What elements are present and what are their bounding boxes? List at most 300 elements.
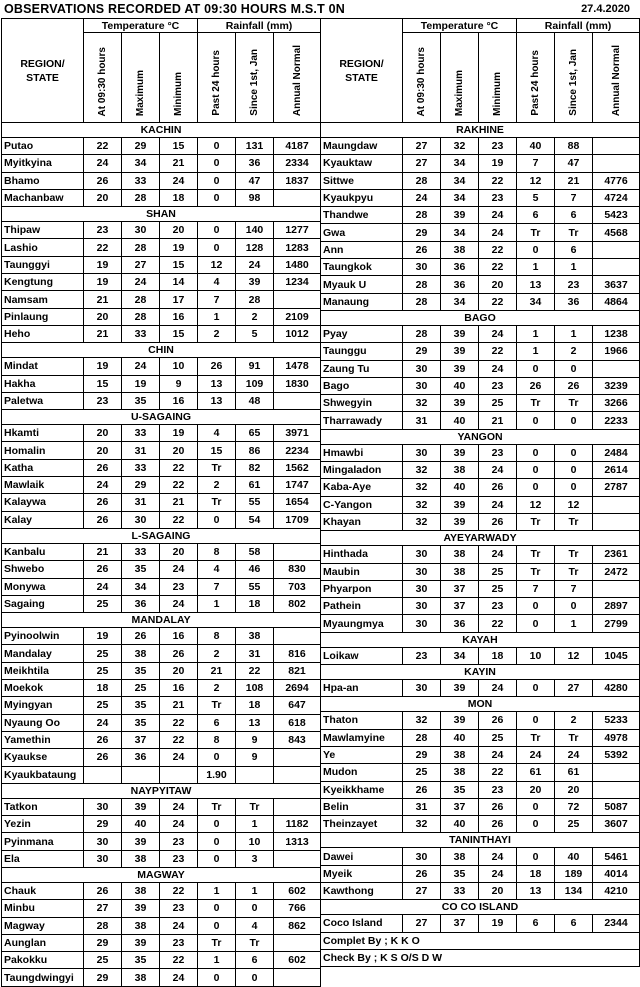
temp-max: 36 [441, 615, 479, 632]
station-name: Yezin [2, 816, 84, 833]
temp-min: 24 [479, 360, 517, 377]
rain-since-jan: 0 [236, 900, 274, 917]
region-header [321, 19, 403, 123]
annual-normal [593, 138, 640, 155]
temp-min: 16 [160, 308, 198, 325]
temp-max: 39 [122, 833, 160, 850]
station-row [321, 680, 640, 697]
annual-normal: 5087 [593, 798, 640, 815]
at-0930-header: At 09:30 hours [84, 33, 122, 123]
section-title: BAGO [321, 310, 640, 325]
annual-normal [274, 189, 321, 206]
temp-0930: 27 [403, 915, 441, 932]
temp-min: 25 [479, 729, 517, 746]
station-name: Magway [2, 917, 84, 934]
station-name: Aunglan [2, 934, 84, 951]
station-row [321, 444, 640, 461]
rain-since-jan: 108 [236, 680, 274, 697]
temp-max: 28 [122, 291, 160, 308]
annual-normal: 1182 [274, 816, 321, 833]
temp-0930: 30 [403, 848, 441, 865]
station-name: Sagaing [2, 595, 84, 612]
temp-0930: 30 [403, 259, 441, 276]
header-row-1 [321, 19, 640, 33]
past-24-hours-header: Past 24 hours [198, 33, 236, 123]
temp-max: 29 [122, 477, 160, 494]
station-row [321, 712, 640, 729]
temp-max: 38 [441, 563, 479, 580]
left-table-container [1, 18, 321, 987]
annual-normal: 4210 [593, 882, 640, 899]
rain-since-jan: 0 [555, 479, 593, 496]
annual-normal-header: Annual Normal [274, 33, 321, 123]
temp-max: 33 [122, 543, 160, 560]
temp-min: 20 [479, 276, 517, 293]
temp-max: 30 [122, 222, 160, 239]
temp-min: 24 [479, 680, 517, 697]
rain-past-24: 34 [517, 293, 555, 310]
section-title: CO CO ISLAND [321, 900, 640, 915]
temp-max: 27 [122, 256, 160, 273]
station-row [2, 882, 321, 899]
temp-min: 24 [160, 749, 198, 766]
rain-past-24: 0 [198, 749, 236, 766]
temp-max: 24 [122, 358, 160, 375]
annual-normal [274, 628, 321, 645]
temp-max: 39 [441, 513, 479, 530]
rain-past-24: 4 [198, 425, 236, 442]
temp-0930: 26 [84, 561, 122, 578]
station-name: Gwa [321, 224, 403, 241]
temp-0930: 20 [84, 308, 122, 325]
station-row [321, 293, 640, 310]
annual-normal: 1012 [274, 325, 321, 342]
temp-min: 23 [160, 833, 198, 850]
annual-normal [593, 259, 640, 276]
station-name: Katha [2, 459, 84, 476]
rain-past-24: 13 [517, 882, 555, 899]
rain-since-jan: 54 [236, 511, 274, 528]
station-name: Meikhtila [2, 662, 84, 679]
temp-0930: 29 [403, 746, 441, 763]
station-row [2, 680, 321, 697]
rain-since-jan: 1 [555, 615, 593, 632]
annual-normal: 3971 [274, 425, 321, 442]
temp-0930: 28 [403, 207, 441, 224]
station-name: Homalin [2, 442, 84, 459]
station-name: Zaung Tu [321, 360, 403, 377]
rain-past-24: Tr [517, 224, 555, 241]
rain-since-jan: 0 [555, 412, 593, 429]
section-title: U-SAGAING [2, 410, 321, 425]
temp-max: 34 [441, 293, 479, 310]
rain-past-24: 12 [517, 172, 555, 189]
temp-min: 24 [479, 207, 517, 224]
right-observation-table [320, 18, 640, 967]
annual-normal: 1313 [274, 833, 321, 850]
annual-normal: 4568 [593, 224, 640, 241]
temp-0930: 24 [84, 578, 122, 595]
temp-0930: 29 [84, 934, 122, 951]
rain-since-jan: 65 [236, 425, 274, 442]
temp-min: 20 [160, 662, 198, 679]
annual-normal: 1234 [274, 274, 321, 291]
temp-max: 34 [122, 155, 160, 172]
temp-0930: 32 [403, 395, 441, 412]
temp-min: 24 [479, 546, 517, 563]
station-row [2, 749, 321, 766]
station-name: Kyaukpyu [321, 189, 403, 206]
temp-0930: 26 [84, 882, 122, 899]
temp-0930: 30 [403, 580, 441, 597]
annual-normal [593, 513, 640, 530]
station-row [2, 274, 321, 291]
temp-max: 38 [122, 850, 160, 867]
section-header-row [2, 783, 321, 798]
rain-since-jan: 36 [236, 155, 274, 172]
temp-min: 21 [479, 412, 517, 429]
rain-since-jan: 2 [555, 343, 593, 360]
since-jan-header: Since 1st, Jan [236, 33, 274, 123]
station-row [2, 172, 321, 189]
temp-max: 29 [122, 138, 160, 155]
station-row [321, 816, 640, 833]
rain-since-jan: 20 [555, 781, 593, 798]
station-name: Tharrawady [321, 412, 403, 429]
rain-since-jan: 39 [236, 274, 274, 291]
temp-0930: 24 [84, 714, 122, 731]
station-name: Kyaukbataung [2, 766, 84, 783]
temp-max: 34 [441, 155, 479, 172]
section-header-row [321, 900, 640, 915]
station-row [321, 189, 640, 206]
temp-0930: 18 [84, 680, 122, 697]
station-row [2, 494, 321, 511]
temp-min: 16 [160, 628, 198, 645]
rain-past-24: 1 [198, 882, 236, 899]
rain-since-jan: 1 [555, 259, 593, 276]
annual-normal: 3607 [593, 816, 640, 833]
page-title: OBSERVATIONS RECORDED AT 09:30 HOURS M.S.T 0N [4, 2, 345, 16]
station-row [321, 647, 640, 664]
station-row [321, 479, 640, 496]
rain-past-24: 0 [198, 833, 236, 850]
temp-min: 26 [479, 712, 517, 729]
annual-normal: 1747 [274, 477, 321, 494]
temp-min: 21 [160, 494, 198, 511]
annual-normal: 2694 [274, 680, 321, 697]
rain-past-24: 0 [198, 138, 236, 155]
annual-normal: 2344 [593, 915, 640, 932]
section-header-row [2, 528, 321, 543]
station-name: Tatkon [2, 798, 84, 815]
temp-max: 37 [441, 798, 479, 815]
temp-0930: 25 [84, 662, 122, 679]
annual-normal: 802 [274, 595, 321, 612]
rain-since-jan: 140 [236, 222, 274, 239]
annual-normal: 2472 [593, 563, 640, 580]
annual-normal [593, 764, 640, 781]
station-name: Yamethin [2, 731, 84, 748]
temp-max: 28 [122, 239, 160, 256]
station-name: Pinlaung [2, 308, 84, 325]
rain-past-24: 0 [198, 222, 236, 239]
temp-min: 22 [479, 343, 517, 360]
temp-0930: 27 [84, 900, 122, 917]
station-row [2, 222, 321, 239]
temp-0930: 32 [403, 479, 441, 496]
temp-min: 23 [160, 900, 198, 917]
rain-since-jan: 55 [236, 494, 274, 511]
temp-0930: 19 [84, 256, 122, 273]
temp-max: 36 [441, 259, 479, 276]
rain-since-jan: 7 [555, 189, 593, 206]
annual-normal: 1283 [274, 239, 321, 256]
rain-since-jan: 22 [236, 662, 274, 679]
temp-max: 34 [122, 578, 160, 595]
station-name: Kawthong [321, 882, 403, 899]
rain-since-jan: 10 [236, 833, 274, 850]
station-row [321, 764, 640, 781]
rain-since-jan: Tr [236, 798, 274, 815]
station-row [321, 798, 640, 815]
station-row [321, 172, 640, 189]
station-row [321, 138, 640, 155]
rain-past-24: Tr [198, 697, 236, 714]
station-name: Myitkyina [2, 155, 84, 172]
annual-normal: 3637 [593, 276, 640, 293]
temp-max: 38 [122, 882, 160, 899]
station-name: Taungdwingyi [2, 969, 84, 986]
rain-past-24: 0 [517, 680, 555, 697]
station-name: Belin [321, 798, 403, 815]
annual-normal [274, 969, 321, 986]
section-header-row [321, 833, 640, 848]
temp-0930: 30 [403, 377, 441, 394]
maximum-header: Maximum [122, 33, 160, 123]
rain-since-jan: 91 [236, 358, 274, 375]
rain-past-24: 0 [517, 615, 555, 632]
station-row [2, 697, 321, 714]
temp-0930: 24 [84, 155, 122, 172]
temp-max: 35 [441, 865, 479, 882]
rain-past-24: 20 [517, 781, 555, 798]
rain-since-jan: 0 [555, 598, 593, 615]
temp-0930: 25 [84, 645, 122, 662]
rain-past-24: Tr [198, 934, 236, 951]
station-row [321, 615, 640, 632]
station-name: Kyeikkhame [321, 781, 403, 798]
station-name: Maubin [321, 563, 403, 580]
rain-past-24: 0 [198, 155, 236, 172]
rain-past-24: 13 [198, 375, 236, 392]
station-row [2, 917, 321, 934]
section-title: YANGON [321, 429, 640, 444]
section-header-row [321, 123, 640, 138]
temp-0930: 32 [403, 513, 441, 530]
annual-normal: 1837 [274, 172, 321, 189]
station-row [321, 848, 640, 865]
temp-max: 33 [441, 882, 479, 899]
rain-since-jan: 9 [236, 731, 274, 748]
temp-0930: 23 [403, 647, 441, 664]
temp-0930: 26 [84, 749, 122, 766]
station-row [2, 833, 321, 850]
station-name: Taunggyi [2, 256, 84, 273]
temp-min: 24 [160, 816, 198, 833]
rainfall-header: Rainfall (mm) [198, 19, 321, 33]
temp-min: 16 [160, 392, 198, 409]
rain-since-jan: 109 [236, 375, 274, 392]
temp-max: 31 [122, 442, 160, 459]
station-row [321, 580, 640, 597]
station-name: Bhamo [2, 172, 84, 189]
temp-min: 15 [160, 325, 198, 342]
rain-past-24: Tr [198, 798, 236, 815]
temp-min: 14 [160, 274, 198, 291]
temp-0930: 29 [84, 816, 122, 833]
rain-since-jan: 48 [236, 392, 274, 409]
annual-normal: 4280 [593, 680, 640, 697]
temp-min: 22 [479, 615, 517, 632]
station-row [321, 882, 640, 899]
station-name: Manaung [321, 293, 403, 310]
annual-normal: 821 [274, 662, 321, 679]
annual-normal: 843 [274, 731, 321, 748]
temp-0930: 22 [84, 239, 122, 256]
temp-min: 17 [160, 291, 198, 308]
rain-past-24: 4 [198, 561, 236, 578]
section-title: MANDALAY [2, 613, 321, 628]
station-name: Mindat [2, 358, 84, 375]
rain-since-jan: 1 [236, 882, 274, 899]
temp-0930: 28 [403, 325, 441, 342]
temp-0930: 26 [403, 241, 441, 258]
footer-note: Check By ; K S O/S D W [321, 949, 640, 966]
temp-max: 38 [441, 546, 479, 563]
temp-0930: 30 [403, 546, 441, 563]
rain-past-24: 12 [517, 496, 555, 513]
region-header-line2: STATE [345, 71, 378, 84]
rain-since-jan: 1 [236, 816, 274, 833]
station-row [2, 138, 321, 155]
station-row [321, 259, 640, 276]
annual-normal: 2109 [274, 308, 321, 325]
station-name: Hinthada [321, 546, 403, 563]
rain-past-24: Tr [198, 494, 236, 511]
annual-normal: 3239 [593, 377, 640, 394]
temp-0930: 26 [84, 511, 122, 528]
temp-max: 34 [441, 189, 479, 206]
station-name: Machanbaw [2, 189, 84, 206]
header-row-1 [2, 19, 321, 33]
section-title: TANINTHAYI [321, 833, 640, 848]
station-row [321, 207, 640, 224]
rain-since-jan: 9 [236, 749, 274, 766]
temp-max: 37 [441, 580, 479, 597]
rain-since-jan: Tr [555, 395, 593, 412]
rain-since-jan: 1 [555, 325, 593, 342]
section-title: MAGWAY [2, 867, 321, 882]
station-name: Namsam [2, 291, 84, 308]
rain-past-24: 0 [517, 712, 555, 729]
temp-min: 24 [160, 172, 198, 189]
temp-0930: 26 [84, 731, 122, 748]
rain-past-24: Tr [517, 395, 555, 412]
temp-min: 22 [479, 293, 517, 310]
station-row [2, 850, 321, 867]
temp-max: 39 [441, 325, 479, 342]
annual-normal [593, 580, 640, 597]
temp-min: 20 [479, 882, 517, 899]
temp-max: 38 [441, 462, 479, 479]
temp-0930: 28 [403, 172, 441, 189]
rain-since-jan: Tr [555, 729, 593, 746]
rain-past-24: 0 [517, 360, 555, 377]
station-name: Theinzayet [321, 816, 403, 833]
section-header-row [2, 207, 321, 222]
rain-since-jan: 7 [555, 580, 593, 597]
temp-max: 39 [441, 343, 479, 360]
station-name: Lashio [2, 239, 84, 256]
station-row [321, 781, 640, 798]
rain-since-jan: 28 [236, 291, 274, 308]
temp-min: 21 [160, 697, 198, 714]
station-row [321, 224, 640, 241]
rain-since-jan: 26 [555, 377, 593, 394]
station-name: Nyaung Oo [2, 714, 84, 731]
temp-min: 24 [160, 798, 198, 815]
station-name: Khayan [321, 513, 403, 530]
rain-past-24: 0 [517, 798, 555, 815]
temp-0930: 25 [84, 595, 122, 612]
temp-min: 19 [160, 239, 198, 256]
station-row [321, 729, 640, 746]
temp-max: 39 [441, 680, 479, 697]
annual-normal: 4776 [593, 172, 640, 189]
temp-min: 23 [479, 444, 517, 461]
rain-past-24: Tr [517, 563, 555, 580]
station-name: Mandalay [2, 645, 84, 662]
temp-max: 35 [122, 392, 160, 409]
rain-past-24: 1 [517, 343, 555, 360]
section-header-row [2, 123, 321, 138]
annual-normal: 2361 [593, 546, 640, 563]
rain-since-jan: 4 [236, 917, 274, 934]
temp-max: 37 [441, 915, 479, 932]
minimum-header: Minimum [160, 33, 198, 123]
section-header-row [2, 613, 321, 628]
temp-max: 38 [122, 645, 160, 662]
temp-min: 23 [479, 377, 517, 394]
temp-min: 21 [160, 155, 198, 172]
section-header-row [321, 697, 640, 712]
station-row [321, 915, 640, 932]
rain-since-jan: 24 [236, 256, 274, 273]
annual-normal: 862 [274, 917, 321, 934]
rain-since-jan: 38 [236, 628, 274, 645]
temp-0930: 20 [84, 442, 122, 459]
station-name: Mawlaik [2, 477, 84, 494]
temp-min: 24 [479, 865, 517, 882]
rain-past-24: 1.90 [198, 766, 236, 783]
station-name: Chauk [2, 882, 84, 899]
station-row [2, 900, 321, 917]
temp-max: 38 [441, 764, 479, 781]
station-name: Paletwa [2, 392, 84, 409]
temp-max: 40 [441, 479, 479, 496]
annual-normal: 766 [274, 900, 321, 917]
